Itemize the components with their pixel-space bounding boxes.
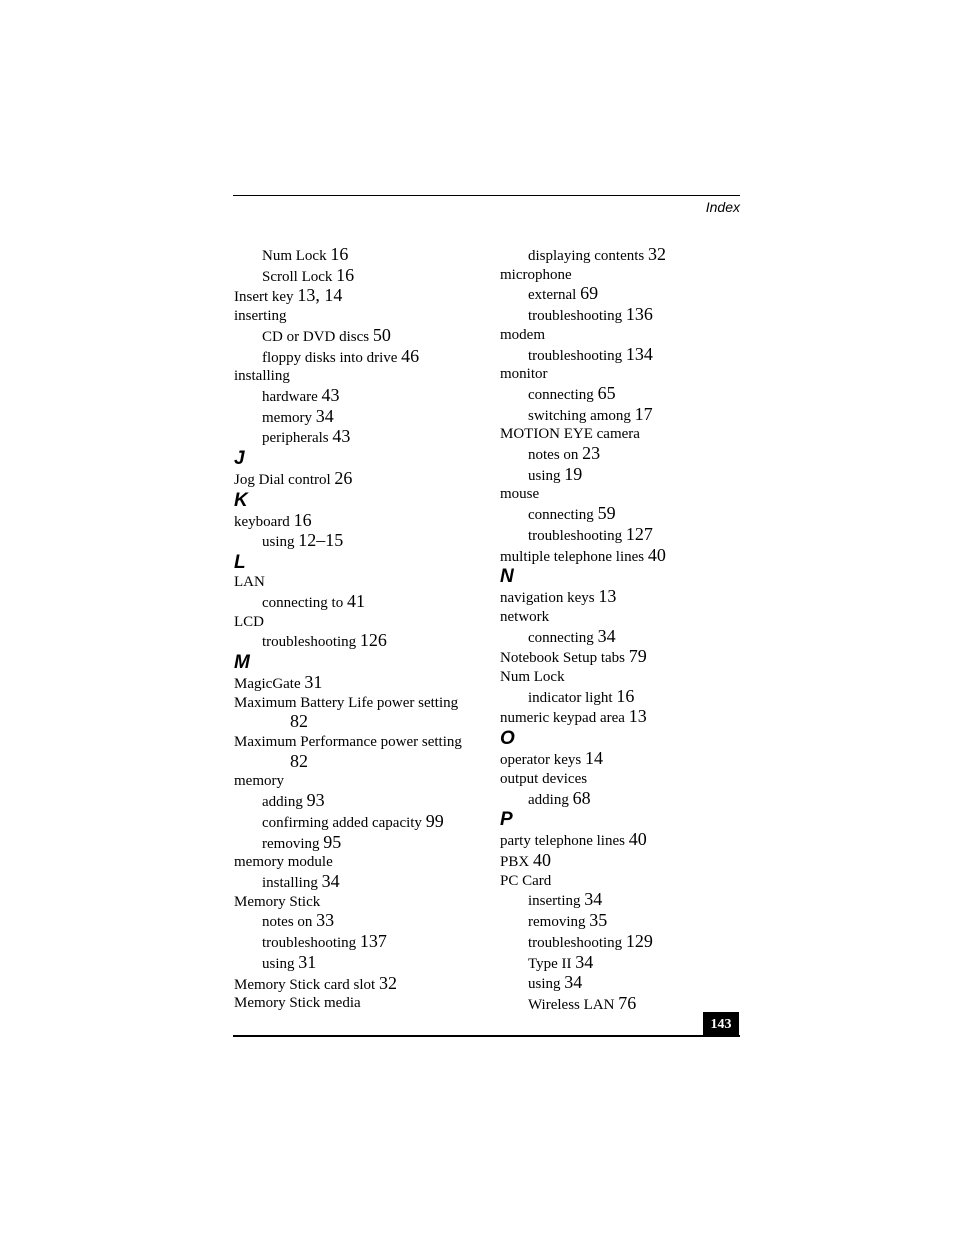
index-entry — [234, 853, 479, 872]
index-entry — [234, 673, 479, 694]
index-subentry — [234, 427, 479, 448]
index-term: Memory Stick card slot — [234, 976, 376, 993]
index-entry — [500, 365, 745, 384]
index-term: Jog Dial control — [234, 472, 331, 489]
index-page-ref[interactable]: 34 — [597, 625, 616, 646]
index-page-ref[interactable]: 41 — [346, 590, 365, 611]
index-subentry — [500, 284, 745, 305]
index-subentry — [234, 631, 479, 652]
index-term: mouse — [500, 486, 540, 503]
index-page-ref[interactable]: 31 — [298, 951, 317, 972]
index-section-letter: K — [234, 489, 248, 511]
index-term: inserting — [234, 308, 287, 325]
index-page-ref[interactable]: 17 — [634, 403, 653, 424]
index-page-ref[interactable]: 34 — [321, 870, 340, 891]
index-subentry — [500, 911, 745, 932]
index-subentry — [234, 812, 479, 833]
index-entry — [500, 647, 745, 668]
index-page-ref[interactable]: 16 — [330, 244, 349, 264]
index-page-ref[interactable]: 16 — [616, 685, 635, 706]
index-page-ref[interactable]: 40 — [647, 544, 666, 565]
index-term: output devices — [500, 770, 588, 787]
index-page-ref[interactable]: 69 — [580, 283, 599, 304]
index-entry — [500, 587, 745, 608]
index-page-ref[interactable]: 16 — [336, 264, 355, 285]
index-page-ref[interactable]: 68 — [572, 787, 591, 808]
index-page-ref[interactable]: 76 — [618, 992, 637, 1013]
index-term: network — [500, 608, 550, 625]
index-subentry — [500, 525, 745, 546]
index-page-ref[interactable]: 14 — [584, 748, 603, 769]
index-term: Num Lock — [500, 669, 565, 686]
index-page-ref[interactable]: 43 — [332, 426, 351, 447]
index-subentry — [500, 465, 745, 486]
index-term: confirming added capacity — [262, 814, 422, 831]
index-term: LCD — [234, 613, 264, 630]
index-term: memory — [262, 409, 312, 426]
index-subentry — [234, 407, 479, 428]
index-page-ref[interactable]: 35 — [589, 910, 608, 931]
index-term: troubleshooting — [528, 934, 623, 951]
index-term: connecting — [528, 629, 594, 646]
index-term: memory — [234, 773, 284, 790]
index-page-ref[interactable]: 34 — [315, 405, 334, 426]
index-entry-continuation — [234, 752, 479, 773]
index-term: installing — [262, 874, 318, 891]
index-page-ref[interactable]: 99 — [425, 810, 444, 831]
index-term: troubleshooting — [528, 308, 623, 325]
index-subentry — [234, 266, 479, 287]
index-term: using — [528, 467, 561, 484]
index-term: PC Card — [500, 872, 552, 889]
index-subentry — [500, 890, 745, 911]
index-section-letter: J — [234, 448, 245, 470]
index-term: CD or DVD discs — [262, 328, 370, 345]
index-page-ref[interactable]: 46 — [401, 345, 420, 366]
index-term: Memory Stick media — [234, 995, 361, 1012]
index-page-ref[interactable]: 59 — [597, 503, 616, 524]
index-entry — [500, 546, 745, 567]
index-term: multiple telephone lines — [500, 548, 645, 565]
index-term: using — [528, 976, 561, 993]
index-subentry — [234, 245, 479, 266]
index-entry — [234, 367, 479, 386]
index-page-ref[interactable]: 50 — [372, 324, 391, 345]
index-page-ref[interactable]: 13 — [598, 586, 617, 607]
index-entry — [234, 893, 479, 912]
index-term: party telephone lines — [500, 833, 625, 850]
index-page-ref[interactable]: 82 — [290, 711, 308, 732]
index-subentry — [234, 953, 479, 974]
index-term: displaying contents — [528, 248, 645, 264]
index-page-ref[interactable]: 40 — [532, 849, 551, 870]
index-subentry — [234, 833, 479, 854]
index-page-ref[interactable]: 32 — [378, 972, 397, 993]
index-term: external — [528, 287, 577, 304]
header-rule — [233, 195, 740, 196]
index-term: MagicGate — [234, 675, 301, 692]
index-subentry — [234, 386, 479, 407]
index-term: PBX — [500, 853, 530, 870]
index-entry — [500, 668, 745, 687]
index-page-ref[interactable]: 26 — [334, 468, 353, 489]
index-term: Maximum Battery Life power setting — [234, 694, 459, 711]
index-entry — [500, 326, 745, 345]
index-entry — [500, 770, 745, 789]
index-term: removing — [528, 914, 586, 931]
index-term: troubleshooting — [262, 634, 357, 651]
index-column-left — [234, 245, 479, 1013]
index-page-ref[interactable]: 34 — [575, 951, 594, 972]
index-page-ref[interactable]: 134 — [625, 343, 653, 364]
index-term: floppy disks into drive — [262, 349, 398, 366]
index-entry-continuation — [234, 712, 479, 733]
index-entry — [234, 613, 479, 632]
index-term: troubleshooting — [528, 527, 623, 544]
index-term: using — [262, 955, 295, 972]
index-page-ref[interactable]: 12–15 — [298, 530, 344, 551]
index-entry — [500, 425, 745, 444]
index-term: Type II — [528, 955, 572, 972]
index-term: connecting — [528, 507, 594, 524]
index-term: hardware — [262, 388, 318, 405]
index-term: Insert key — [234, 289, 294, 306]
index-subentry — [500, 384, 745, 405]
index-column-right — [500, 245, 745, 1015]
index-page-ref[interactable]: 95 — [323, 831, 342, 852]
index-term: using — [262, 534, 295, 551]
index-page-ref[interactable]: 31 — [304, 671, 323, 692]
index-term: adding — [528, 791, 569, 808]
index-term: keyboard — [234, 513, 290, 530]
index-section-letter: O — [500, 728, 515, 750]
index-term: microphone — [500, 266, 572, 283]
index-page-ref[interactable]: 136 — [625, 304, 653, 325]
index-term: Num Lock — [262, 248, 327, 264]
index-term: removing — [262, 835, 320, 852]
index-entry — [234, 307, 479, 326]
index-entry — [234, 573, 479, 592]
index-page-ref[interactable]: 19 — [564, 463, 583, 484]
index-term: peripherals — [262, 430, 329, 447]
index-term: connecting — [528, 386, 594, 403]
running-head: Index — [705, 199, 740, 215]
index-subentry — [500, 504, 745, 525]
index-page-ref[interactable]: 129 — [625, 930, 653, 951]
footer-rule — [233, 1035, 740, 1037]
index-subentry — [234, 531, 479, 552]
index-subentry — [234, 326, 479, 347]
index-subentry — [500, 789, 745, 810]
index-term: modem — [500, 326, 545, 343]
index-subentry — [234, 347, 479, 368]
index-term: notes on — [262, 914, 313, 931]
index-subentry — [500, 687, 745, 708]
index-entry — [234, 511, 479, 532]
index-page-ref[interactable]: 65 — [597, 382, 616, 403]
index-subentry — [500, 405, 745, 426]
index-entry — [500, 851, 745, 872]
index-term: troubleshooting — [528, 347, 623, 364]
index-page-ref[interactable]: 33 — [316, 910, 335, 931]
index-page-ref[interactable]: 93 — [306, 790, 325, 811]
index-subentry — [234, 872, 479, 893]
index-subentry — [500, 932, 745, 953]
index-page-ref[interactable]: 127 — [625, 523, 653, 544]
index-section-letter: P — [500, 809, 513, 831]
index-term: numeric keypad area — [500, 710, 625, 727]
index-page-ref[interactable]: 23 — [582, 443, 601, 464]
index-page-ref[interactable]: 13 — [628, 706, 647, 727]
index-subentry — [500, 444, 745, 465]
index-term: connecting to — [262, 594, 344, 611]
index-term: memory module — [234, 854, 333, 871]
index-page-ref[interactable]: 40 — [628, 829, 647, 850]
index-entry — [500, 608, 745, 627]
index-subentry — [234, 932, 479, 953]
index-term: indicator light — [528, 689, 613, 706]
index-entry — [234, 469, 479, 490]
index-term: notes on — [528, 447, 579, 464]
index-term: navigation keys — [500, 590, 595, 607]
index-page-ref[interactable]: 32 — [648, 244, 666, 264]
index-subentry — [234, 592, 479, 613]
index-term: monitor — [500, 366, 548, 383]
index-entry — [500, 707, 745, 728]
index-subentry — [500, 245, 745, 266]
index-term: Wireless LAN — [528, 996, 615, 1013]
index-term: operator keys — [500, 752, 582, 769]
index-subentry — [500, 345, 745, 366]
index-section-letter: M — [234, 651, 250, 673]
index-section-letter: N — [500, 566, 514, 588]
index-entry — [500, 749, 745, 770]
index-term: switching among — [528, 407, 631, 424]
index-entry — [500, 830, 745, 851]
index-page-ref[interactable]: 13, 14 — [297, 285, 343, 306]
index-term: Maximum Performance power setting — [234, 734, 462, 751]
index-page-ref[interactable]: 82 — [290, 750, 308, 771]
index-entry — [234, 694, 479, 713]
index-subentry — [234, 791, 479, 812]
index-entry — [234, 994, 479, 1013]
index-term: adding — [262, 794, 303, 811]
index-term: LAN — [234, 574, 265, 591]
index-entry — [500, 485, 745, 504]
index-page-ref[interactable]: 43 — [321, 384, 340, 405]
index-entry — [500, 872, 745, 891]
index-entry — [234, 286, 479, 307]
index-page-ref[interactable]: 79 — [628, 646, 647, 667]
index-term: Scroll Lock — [262, 268, 333, 285]
index-entry — [234, 733, 479, 752]
index-entry — [500, 266, 745, 285]
page-number: 143 — [703, 1012, 739, 1037]
index-term: troubleshooting — [262, 935, 357, 952]
index-section-letter: L — [234, 552, 246, 574]
index-page-ref[interactable]: 137 — [359, 931, 387, 952]
index-subentry — [500, 305, 745, 326]
index-subentry — [500, 953, 745, 974]
index-subentry — [500, 627, 745, 648]
index-subentry — [234, 911, 479, 932]
index-entry — [234, 974, 479, 995]
index-term: inserting — [528, 893, 581, 910]
index-page-ref[interactable]: 16 — [293, 509, 312, 530]
index-subentry — [500, 973, 745, 994]
index-page-ref[interactable]: 126 — [359, 630, 387, 651]
index-term: Memory Stick — [234, 893, 321, 910]
index-page-ref[interactable]: 34 — [584, 889, 603, 910]
index-term: MOTION EYE camera — [500, 426, 640, 443]
index-page-ref[interactable]: 34 — [564, 972, 583, 993]
index-term: installing — [234, 368, 290, 385]
index-term: Notebook Setup tabs — [500, 650, 625, 667]
index-entry — [234, 772, 479, 791]
